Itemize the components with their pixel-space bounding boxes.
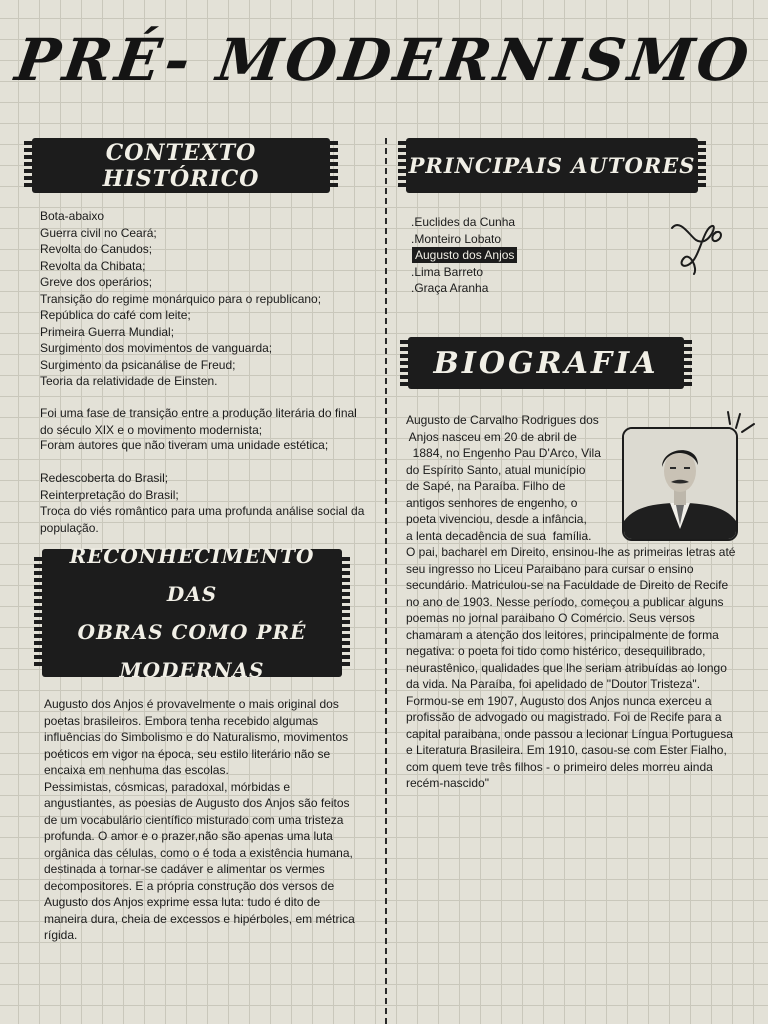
author-item: .Monteiro Lobato [411,231,502,246]
autores-heading [406,138,698,193]
author-item: .Graça Aranha [411,281,489,295]
author-item: .Euclides da Cunha [411,215,516,229]
reconhecimento-paragraph: Pessimistas, cósmicas, paradoxal, mórbidas e angustiantes, as poesias de Augusto dos Anjos são feitos de um vocabulário científico misturado com uma tristeza profunda. O amor e o prazer,não são apenas uma luta orgânica das células, como o é toda a existência humana, destinada a tornar-se cadáver e alimentar os vermes decompositores. E a própria construção dos versos de Augusto dos Anjos exprime essa luta: tudo é dito de maneira dura, cheia de excessos e hipérboles, em métrica rígida. [44,779,355,942]
author-item: .Lima Barreto [411,264,484,279]
reconhecimento-text [44,696,362,944]
list-item: Revolta da Chibata; [40,258,146,273]
list-item: Transição do regime monárquico para o republicano; [40,291,322,306]
column-divider [385,138,387,1024]
authors-list [411,214,611,297]
contexto-heading [32,138,330,193]
list-item: Primeira Guerra Mundial; [40,324,175,339]
biografia-heading [408,337,684,389]
biografia-heading-text: BIOGRAFIA [433,345,659,381]
list-item: Guerra civil no Ceará; [40,225,157,240]
bio-line: poeta vivenciou, desde a infância, [406,512,587,526]
contexto-list [40,208,370,390]
bio-line: a lenta decadência de sua família. [406,528,592,543]
list-item: Revolta do Canudos; [40,242,153,256]
biografia-text [406,412,736,792]
contexto-paragraph: Foi uma fase de transição entre a produção literária do final do século XIX e o movimento modernista; [40,406,357,437]
list-item: Surgimento dos movimentos de vanguarda; [40,341,273,355]
contexto-paragraph: Foram autores que não tiveram uma unidade estética; [40,438,329,452]
list-item: Redescoberta do Brasil; [40,471,169,485]
highlighted-author: Augusto dos Anjos [412,247,517,263]
author-item-highlighted [411,247,611,264]
list-item: Surgimento da psicanálise de Freud; [40,357,236,372]
bio-line: Augusto de Carvalho Rodrigues dos [406,413,599,427]
reconhecimento-heading [42,544,342,682]
bio-line: do Espírito Santo, atual município [406,462,586,477]
bio-line: Anjos nasceu em 20 de abril de [406,429,577,444]
list-item: Reinterpretação do Brasil; [40,487,179,502]
list-item: Teoria da relatividade de Einsten. [40,374,218,388]
page-title: PRÉ- MODERNISMO [11,26,757,94]
squiggle-icon [668,214,728,278]
bio-line: de Sapé, na Paraíba. Filho de [406,479,566,493]
list-item: Greve dos operários; [40,275,153,289]
autores-heading-text: PRINCIPAIS AUTORES [408,153,696,178]
reconhecimento-heading-line: MODERNAS [119,658,265,682]
list-item: Troca do viés romântico para uma profunda análise social da população. [40,504,365,535]
reconhecimento-paragraph: Augusto dos Anjos é provavelmente o mais original dos poetas brasileiros. Embora tenha recebido algumas influências do Simbolismo e do Naturalismo, movimentos poéticos em vigor na época, seu estilo literário não se encaixa em nenhuma das escolas. [44,697,349,777]
reconhecimento-heading-line: OBRAS COMO PRÉ [77,620,307,644]
contexto-list-2 [40,470,370,536]
bio-line: 1884, no Engenho Pau D'Arco, Vila [406,446,601,460]
reconhecimento-heading-line: RECONHECIMENTO DAS [69,544,315,606]
list-item: Bota-abaixo [40,209,105,223]
bio-paragraph: O pai, bacharel em Direito, ensinou-lhe as primeiras letras até seu ingresso no Liceu Paraibano para cursar o ensino secundário. Matriculou-se na Faculdade de Direito de Recife no ano de 1903. Nesse período, começou a publicar alguns poemas no jornal paraibano O Comércio. Seus versos chamaram a atenção dos leitores, principalmente de forma negativa: o poeta foi tido como histérico, desequilibrado, neurastênico, qualidades que lhe seriam atribuídas ao longo da vida. Na Paraíba, foi apelidado de "Doutor Tristeza". [406,545,736,691]
bio-line: antigos senhores de engenho, o [406,495,578,510]
list-item: República do café com leite; [40,308,191,322]
contexto-heading-text: CONTEXTO HISTÓRICO [102,139,260,192]
bio-paragraph: Formou-se em 1907, Augusto dos Anjos nunca exerceu a profissão de advogado ou magistrado. Foi de Recife para a capital paraibana, onde passou a lecionar Língua Portuguesa e Literatura Brasileira. Em 1910, casou-se com Ester Fialho, com quem teve três filhos - o primeiro deles morreu ainda recém-nascido" [406,693,733,790]
